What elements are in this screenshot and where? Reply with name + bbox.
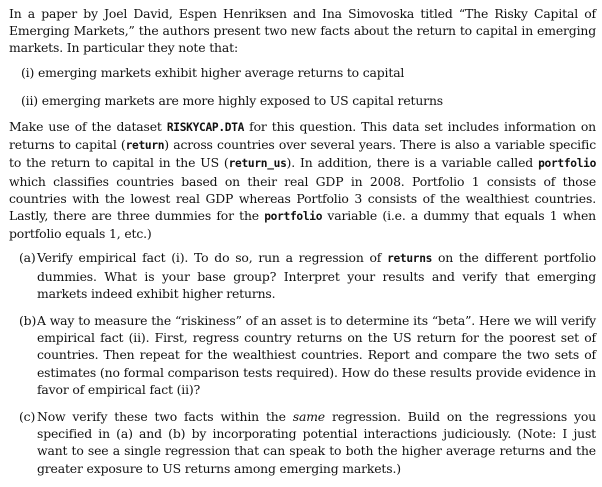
fact-text: emerging markets exhibit higher average returns to capital: [37, 64, 405, 80]
question-label: (b): [19, 313, 37, 329]
dataset-text: for this question. This data set includes information on returns to capital (: [9, 119, 597, 153]
fact-label: (i): [21, 64, 35, 80]
emphasis-same: same: [292, 409, 325, 425]
variable-return: return: [125, 139, 165, 153]
question-text: regression. Build on the regressions you specified in (a) and (b) by incorporating potential interactions judiciously. (Note: I just want to see a single regression that can speak to both the higher average returns and the greater exposure to US returns among emerging markets.): [37, 409, 596, 476]
dataset-text: Make use of the dataset: [9, 119, 167, 135]
question-text: Verify empirical fact (i). To do so, run a regression of: [37, 250, 388, 266]
fact-text: emerging markets are more highly exposed to US capital returns: [41, 92, 443, 108]
question-b: [9, 312, 596, 398]
variable-returns: returns: [387, 252, 433, 266]
intro-paragraph: In a paper by Joel David, Espen Henriksen and Ina Simovoska titled “The Risky Capital of Emerging Markets,” the authors present two new facts about the return to capital in emerging markets. In particular they note that:: [9, 6, 596, 56]
fact-item-ii: [9, 92, 596, 109]
dataset-text: ). In addition, there is a variable called: [286, 155, 539, 171]
facts-list: [9, 64, 596, 109]
dataset-text: variable (i.e. a dummy that equals 1 when portfolio equals 1, etc.): [9, 208, 596, 242]
fact-label: (ii): [21, 92, 38, 108]
question-text: on the different portfolio dummies. What is your base group? Interpret your results and verify that emerging markets indeed exhibit higher returns.: [37, 250, 596, 301]
dataset-text: which classifies countries based on their real GDP in 2008. Portfolio 1 consists of those countries with the lowest real GDP whereas Portfolio 3 consists of the wealthiest countries. Lastly, there are three dummies for the: [9, 173, 596, 224]
dataset-filename: RISKYCAP.DTA: [166, 121, 245, 135]
question-c: [9, 408, 596, 477]
document-page: [9, 5, 596, 487]
question-label: (c): [19, 409, 36, 425]
question-text: Now verify these two facts within the: [37, 409, 293, 425]
questions-list: [9, 249, 596, 476]
dataset-text: ) across countries over several years. There is also a variable specific to the return to capital in the US (: [9, 137, 596, 171]
variable-portfolio: portfolio: [538, 157, 597, 171]
dataset-paragraph: [9, 118, 596, 242]
variable-portfolio: portfolio: [264, 210, 323, 224]
variable-return-us: return_us: [228, 157, 287, 171]
question-text: A way to measure the “riskiness” of an asset is to determine its “beta”. Here we will verify empirical fact (ii). First, regress country returns on the US return for the poorest set of countries. Then repeat for the wealthiest countries. Report and compare the two sets of estimates (no formal comparison tests required). How do these results provide evidence in favor of empirical fact (ii)?: [37, 313, 596, 397]
question-label: (a): [19, 250, 36, 266]
question-a: [9, 249, 596, 302]
fact-item-i: [9, 64, 596, 81]
